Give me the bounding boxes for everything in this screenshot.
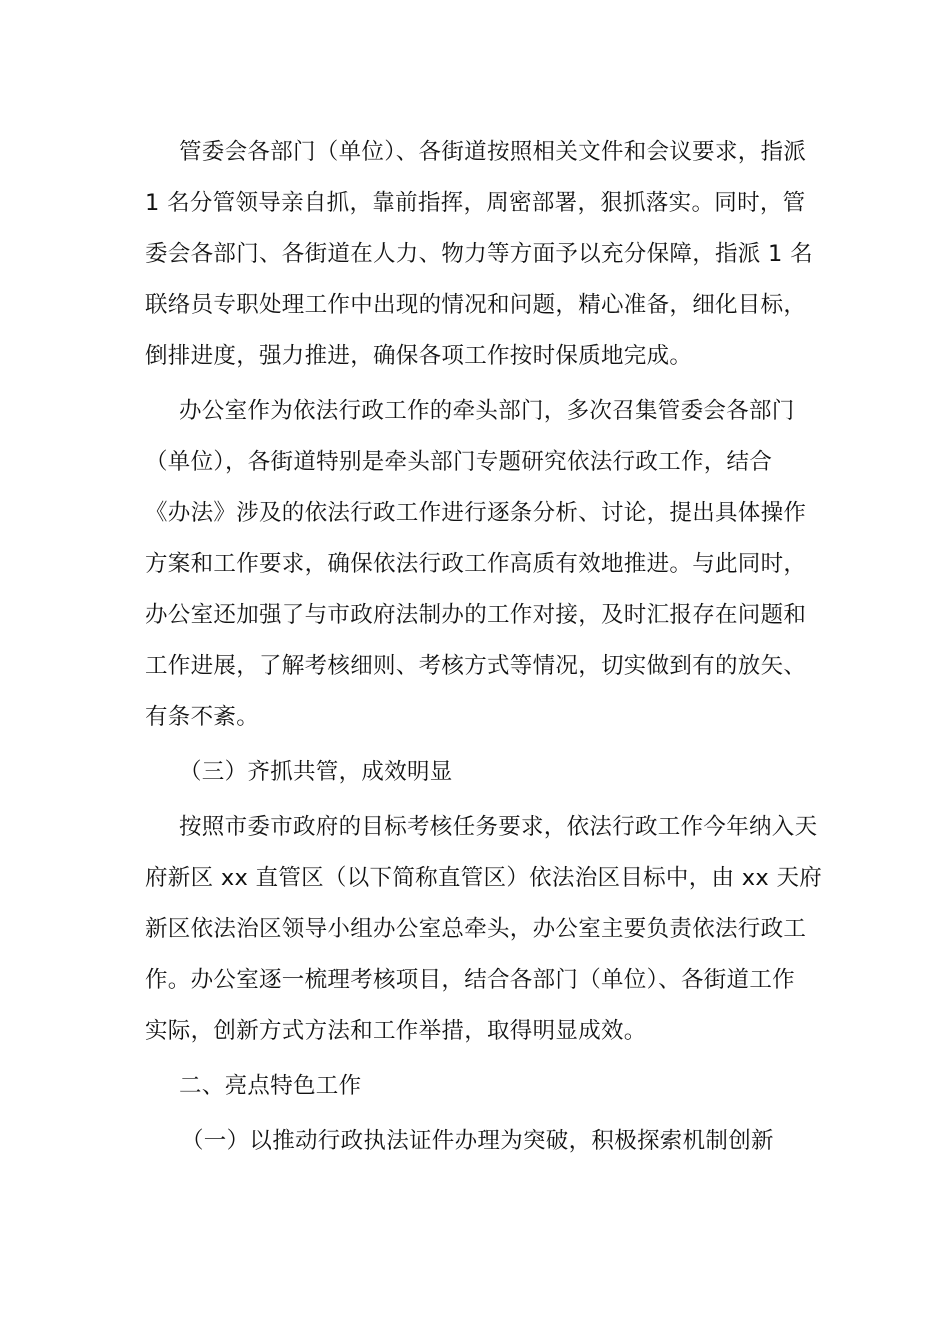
text-line: 办公室作为依法行政工作的牵头部门，多次召集管委会各部门	[179, 398, 795, 424]
text-line: 委会各部门、各街道在人力、物力等方面予以充分保障，指派 1 名	[145, 241, 813, 267]
heading-line: 二、亮点特色工作	[179, 1073, 362, 1099]
text-line: 新区依法治区领导小组办公室总牵头，办公室主要负责依法行政工	[145, 916, 807, 942]
text-line: 府新区 xx 直管区（以下简称直管区）依法治区目标中，由 xx 天府	[145, 865, 823, 891]
text-line: 实际，创新方式方法和工作举措，取得明显成效。	[145, 1018, 647, 1044]
text-line: 方案和工作要求，确保依法行政工作高质有效地推进。与此同时，	[145, 551, 807, 577]
section-heading	[145, 752, 805, 803]
heading-line: （一）以推动行政执法证件办理为突破，积极探索机制创新	[181, 1128, 774, 1154]
section-heading	[145, 1121, 805, 1172]
paragraph	[145, 132, 813, 387]
text-line: 《办法》涉及的依法行政工作进行逐条分析、讨论，提出具体操作	[145, 500, 807, 526]
text-line: 工作进展，了解考核细则、考核方式等情况，切实做到有的放矢、	[145, 653, 807, 679]
document-body	[145, 132, 823, 1172]
section-heading	[145, 1066, 805, 1117]
heading-line: （三）齐抓共管，成效明显	[179, 759, 453, 785]
text-line: 按照市委市政府的目标考核任务要求，依法行政工作今年纳入天	[179, 814, 818, 840]
text-line: 作。办公室逐一梳理考核项目，结合各部门（单位）、各街道工作	[145, 967, 795, 993]
text-line: 管委会各部门（单位）、各街道按照相关文件和会议要求，指派	[179, 139, 807, 165]
text-line: 联络员专职处理工作中出现的情况和问题，精心准备，细化目标，	[145, 292, 807, 318]
text-line: （单位），各街道特别是牵头部门专题研究依法行政工作，结合	[145, 449, 773, 475]
paragraph	[145, 807, 823, 1062]
text-line: 1 名分管领导亲自抓，靠前指挥，周密部署，狠抓落实。同时，管	[145, 190, 806, 216]
text-line: 有条不紊。	[145, 704, 260, 730]
paragraph	[145, 391, 805, 748]
text-line: 倒排进度，强力推进，确保各项工作按时保质地完成。	[145, 343, 693, 369]
text-line: 办公室还加强了与市政府法制办的工作对接，及时汇报存在问题和	[145, 602, 807, 628]
